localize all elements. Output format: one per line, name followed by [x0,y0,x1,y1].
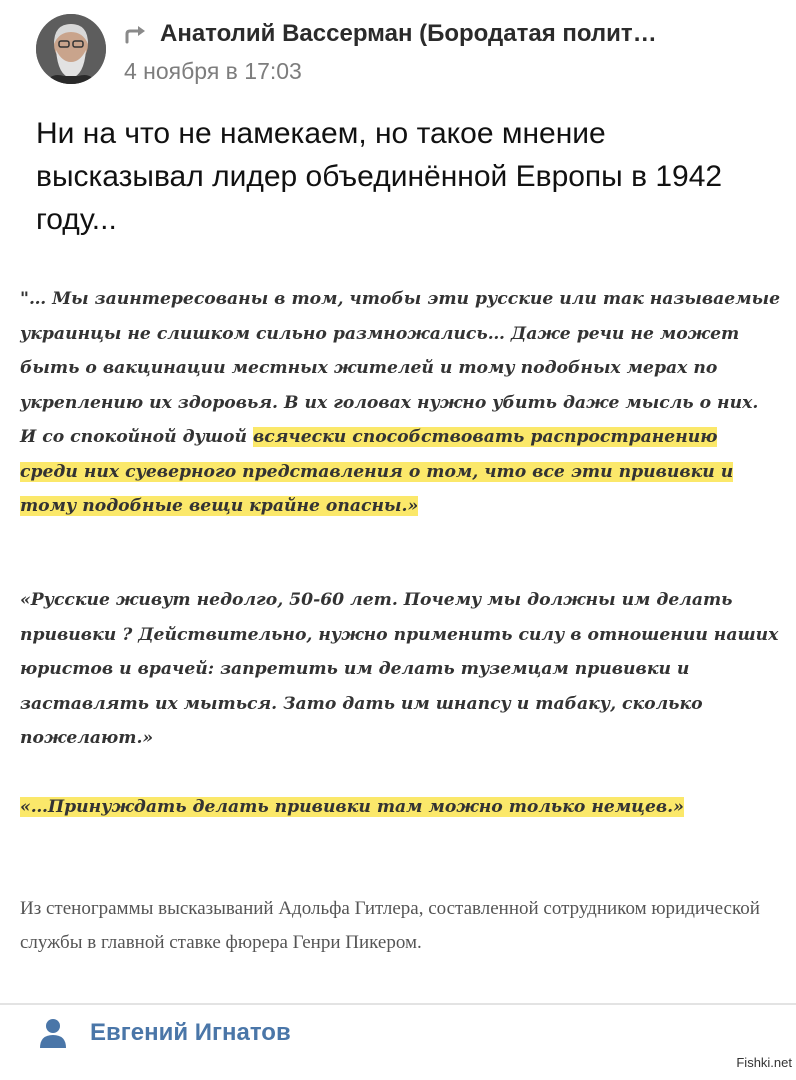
site-watermark: Fishki.net [736,1055,792,1070]
avatar-portrait [36,14,106,84]
quote-paragraph-3 [20,790,780,825]
user-icon [40,1018,66,1048]
quote-paragraph-2: «Русские живут недолго, 50-60 лет. Почему мы должны им делать прививки ? Действительно, нужно применить силу в отношении наших юристов и врачей: запретить им делать туземцам прививки и заставлять их мыться. Зато дать им шнапсу и табаку, сколько пожелают.» [20,590,779,748]
author-avatar[interactable] [36,14,106,84]
quote-highlighted-text: всячески способствовать распространению среди них суеверного представления о том, что все эти прививки и тому подобные вещи крайне опасны.» [20,427,734,516]
divider [0,1003,796,1005]
post-date[interactable]: 4 ноября в 17:03 [124,58,302,84]
author-name[interactable]: Анатолий Вассерман (Бородатая полит… [160,20,657,47]
quote-paragraph-1 [20,282,780,524]
author-name-row[interactable] [124,20,744,48]
quote-highlighted-text-2: «…Принуждать делать прививки там можно только немцев.» [20,797,684,817]
commenter-user[interactable] [40,1018,291,1048]
commenter-name[interactable]: Евгений Игнатов [90,1019,291,1046]
post-header [0,0,796,100]
quote-source-note: Из стенограммы высказываний Адольфа Гитлера, составленной сотрудником юридической службы в главной ставке фюрера Генри Пикером. [20,898,760,953]
post-text: Ни на что не намекаем, но такое мнение высказывал лидер объединённой Европы в 1942 году... [36,117,723,236]
repost-arrow-icon [124,24,150,44]
quote-plain-text: "… Мы заинтересованы в том, чтобы эти русские или так называемые украинцы не слишком сильно размножались… Даже речи не может быть о вакцинации местных жителей и тому подобных мерах по укреплению их здоровья. В их головах нужно убить даже мысль о них. И со спокойной душой [20,289,781,447]
